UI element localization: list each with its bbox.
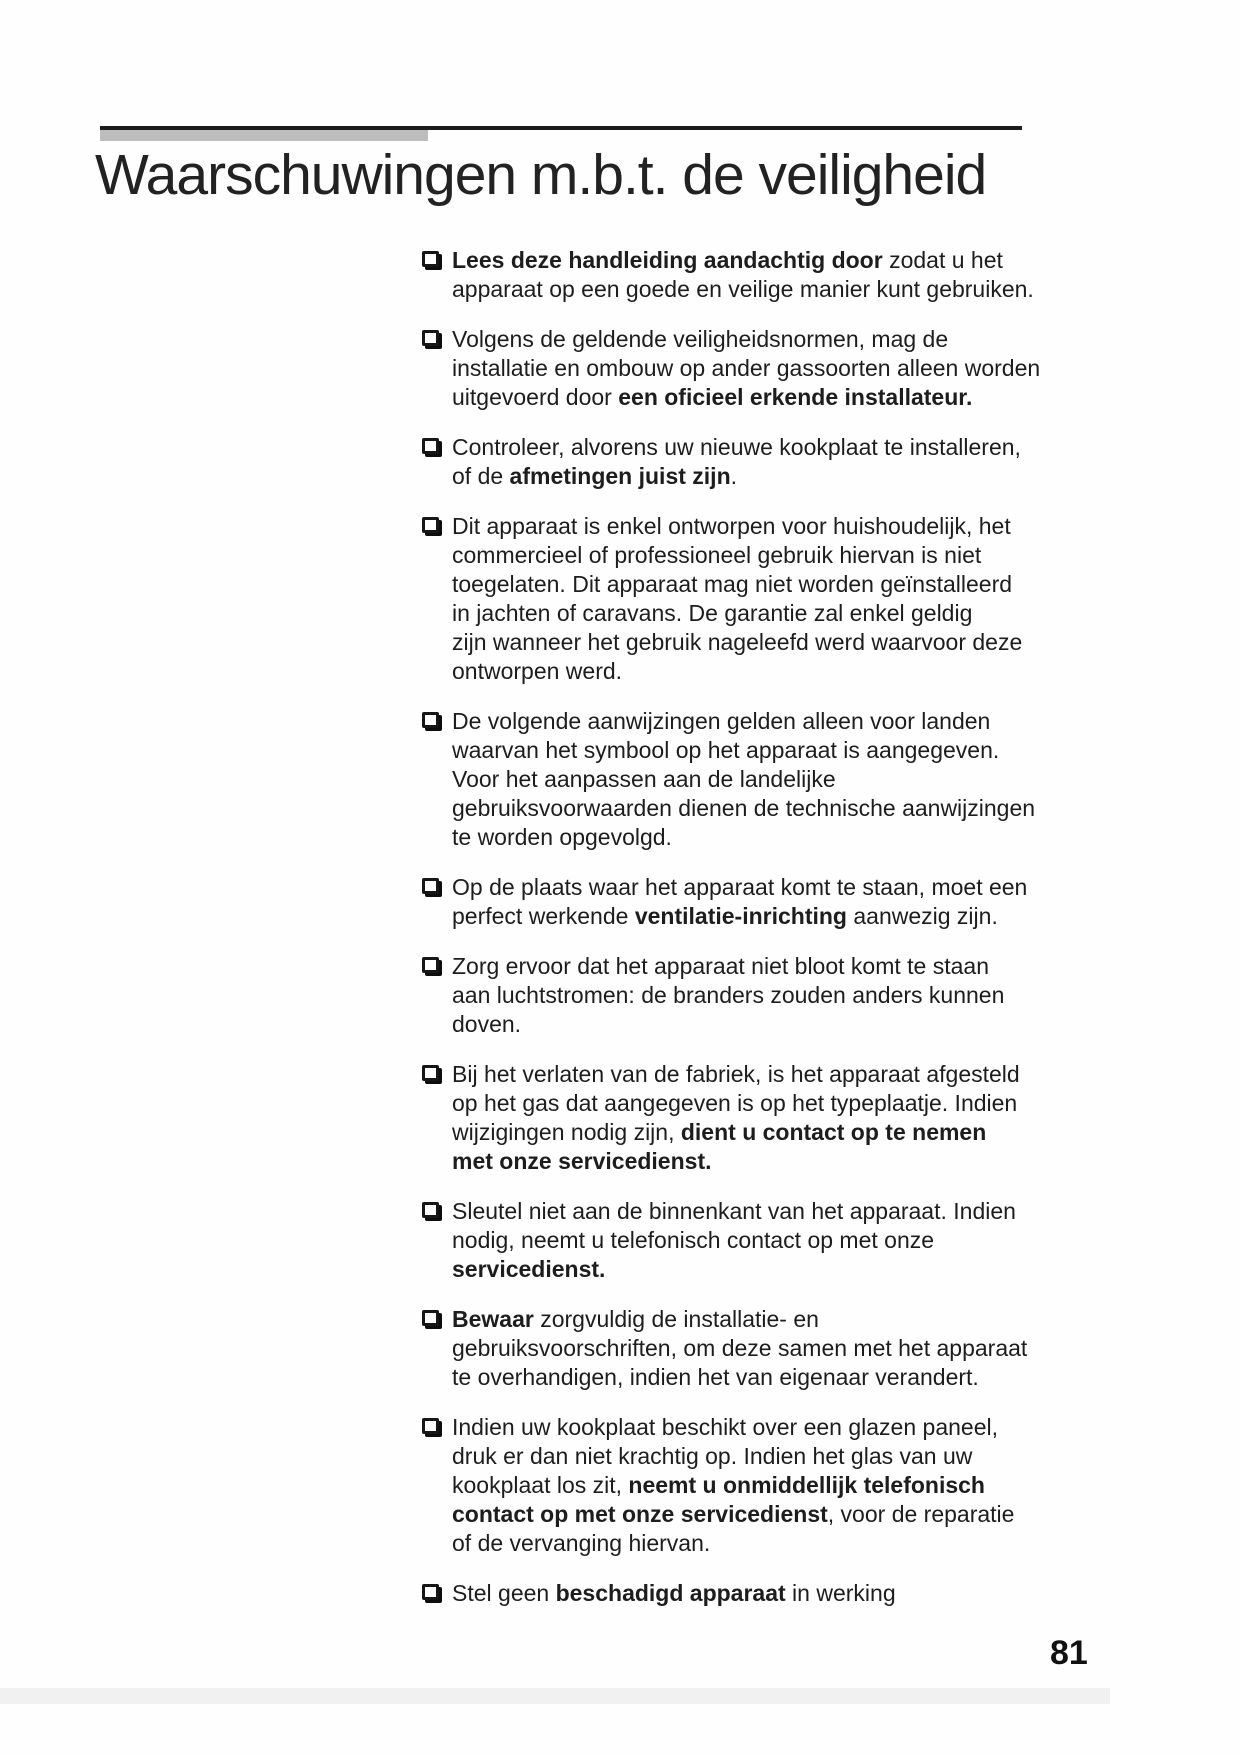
warning-text	[452, 246, 1062, 304]
warning-item	[422, 952, 1062, 1039]
warning-text	[452, 1060, 1062, 1176]
warning-text-bold-segment: neemt u onmiddellijk telefonisch	[628, 1472, 985, 1498]
warning-text-segment: aan luchtstromen: de branders zouden anders kunnen	[452, 982, 1005, 1008]
warning-text-segment: Op de plaats waar het apparaat komt te staan, moet een	[452, 874, 1028, 900]
warning-text-segment: aanwezig zijn.	[846, 903, 998, 929]
warning-text-segment: commercieel of professioneel gebruik hiervan is niet	[452, 542, 982, 568]
warning-text-segment: Dit apparaat is enkel ontworpen voor huishoudelijk, het	[452, 513, 1011, 539]
warning-text-segment: apparaat op een goede en veilige manier kunt gebruiken.	[452, 276, 1034, 302]
checkbox-bullet-icon	[422, 1202, 439, 1218]
checkbox-bullet-icon	[422, 1065, 439, 1081]
warning-text-segment: zorgvuldig de installatie- en	[533, 1306, 819, 1332]
warning-text-segment: toegelaten. Dit apparaat mag niet worden geïnstalleerd	[452, 571, 1013, 597]
warning-text-segment: Bij het verlaten van de fabriek, is het apparaat afgesteld	[452, 1061, 1020, 1087]
warning-item	[422, 246, 1062, 304]
warning-text-segment: te overhandigen, indien het van eigenaar verandert.	[452, 1364, 979, 1390]
warning-text-segment: of de vervanging hiervan.	[452, 1530, 711, 1556]
checkbox-bullet-icon	[422, 1584, 439, 1600]
warning-text-segment: .	[730, 463, 738, 489]
warning-text	[452, 873, 1062, 931]
warning-text-segment: doven.	[452, 1011, 522, 1037]
warning-text-segment: waarvan het symbool op het apparaat is aangegeven.	[452, 737, 1000, 763]
warning-text-bold-segment: contact op met onze servicedienst	[452, 1501, 828, 1527]
warning-text-bold-segment: Lees deze handleiding aandachtig door	[452, 247, 883, 273]
checkbox-bullet-icon	[422, 957, 439, 973]
warning-text-segment: nodig, neemt u telefonisch contact op met onze	[452, 1227, 935, 1253]
warning-text-segment: zodat u het	[882, 247, 1003, 273]
checkbox-bullet-icon	[422, 438, 439, 454]
warning-item	[422, 1579, 1062, 1608]
warning-text-bold-segment: afmetingen juist zijn	[509, 463, 731, 489]
warning-text-bold-segment: een oficieel erkende installateur.	[618, 384, 973, 410]
warning-text-segment: uitgevoerd door	[452, 384, 619, 410]
warning-text	[452, 512, 1062, 686]
warning-item	[422, 707, 1062, 852]
warning-text-segment: gebruiksvoorwaarden dienen de technische aanwijzingen	[452, 795, 1036, 821]
warning-item	[422, 1197, 1062, 1284]
warning-text-segment: , voor de reparatie	[827, 1501, 1015, 1527]
warning-text-segment: kookplaat los zit,	[452, 1472, 629, 1498]
checkbox-bullet-icon	[422, 1418, 439, 1434]
warning-item	[422, 1413, 1062, 1558]
warning-text-segment: wijzigingen nodig zijn,	[452, 1119, 681, 1145]
warning-text-segment: in jachten of caravans. De garantie zal enkel geldig	[452, 600, 973, 626]
warning-text-bold-segment: servicedienst.	[452, 1256, 606, 1282]
warning-text-segment: Volgens de geldende veiligheidsnormen, mag de	[452, 326, 949, 352]
warning-text-bold-segment: Bewaar	[452, 1306, 534, 1332]
warning-text-bold-segment: ventilatie-inrichting	[634, 903, 847, 929]
warning-text	[452, 1305, 1062, 1392]
warning-text-segment: Voor het aanpassen aan de landelijke	[452, 766, 836, 792]
warning-item	[422, 1060, 1062, 1176]
warning-text-segment: Sleutel niet aan de binnenkant van het apparaat. Indien	[452, 1198, 1016, 1224]
warning-text-segment: druk er dan niet krachtig op. Indien het glas van uw	[452, 1443, 973, 1469]
warning-item	[422, 873, 1062, 931]
warning-text	[452, 325, 1062, 412]
warning-text-segment: ontworpen werd.	[452, 658, 623, 684]
checkbox-bullet-icon	[422, 712, 439, 728]
warning-text-segment: Zorg ervoor dat het apparaat niet bloot komt te staan	[452, 953, 989, 979]
warning-text-segment: Stel geen	[452, 1580, 556, 1606]
page-number: 81	[1050, 1634, 1088, 1672]
warning-text-segment: op het gas dat aangegeven is op het typeplaatje. Indien	[452, 1090, 1018, 1116]
scan-artifact	[0, 1688, 1110, 1704]
warning-text-segment: Controleer, alvorens uw nieuwe kookplaat te installeren,	[452, 434, 1021, 460]
checkbox-bullet-icon	[422, 330, 439, 346]
warning-text	[452, 433, 1062, 491]
warning-text-segment: gebruiksvoorschriften, om deze samen met het apparaat	[452, 1335, 1028, 1361]
warning-text-segment: of de	[452, 463, 510, 489]
warning-text	[452, 707, 1062, 852]
warning-text-segment: zijn wanneer het gebruik nageleefd werd waarvoor deze	[452, 629, 1023, 655]
warning-item	[422, 512, 1062, 686]
page-title: Waarschuwingen m.b.t. de veiligheid	[95, 143, 987, 207]
warning-text	[452, 1197, 1062, 1284]
checkbox-bullet-icon	[422, 251, 439, 267]
warning-text	[452, 1579, 1062, 1608]
warning-list	[422, 246, 1062, 1608]
header-gray-bar	[100, 130, 428, 141]
warning-text-segment: installatie en ombouw op ander gassoorten alleen worden	[452, 355, 1041, 381]
warning-text-segment: De volgende aanwijzingen gelden alleen voor landen	[452, 708, 991, 734]
warning-text-bold-segment: met onze servicedienst.	[452, 1148, 712, 1174]
warning-text-segment: perfect werkende	[452, 903, 635, 929]
warning-text-bold-segment: beschadigd apparaat	[555, 1580, 786, 1606]
warning-item	[422, 1305, 1062, 1392]
warning-text	[452, 1413, 1062, 1558]
warning-text	[452, 952, 1062, 1039]
warning-text-segment: in werking	[785, 1580, 896, 1606]
warning-text-segment: te worden opgevolgd.	[452, 824, 672, 850]
checkbox-bullet-icon	[422, 517, 439, 533]
warning-text-bold-segment: dient u contact op te nemen	[680, 1119, 987, 1145]
checkbox-bullet-icon	[422, 878, 439, 894]
warning-item	[422, 325, 1062, 412]
warning-item	[422, 433, 1062, 491]
warning-text-segment: Indien uw kookplaat beschikt over een glazen paneel,	[452, 1414, 998, 1440]
checkbox-bullet-icon	[422, 1310, 439, 1326]
